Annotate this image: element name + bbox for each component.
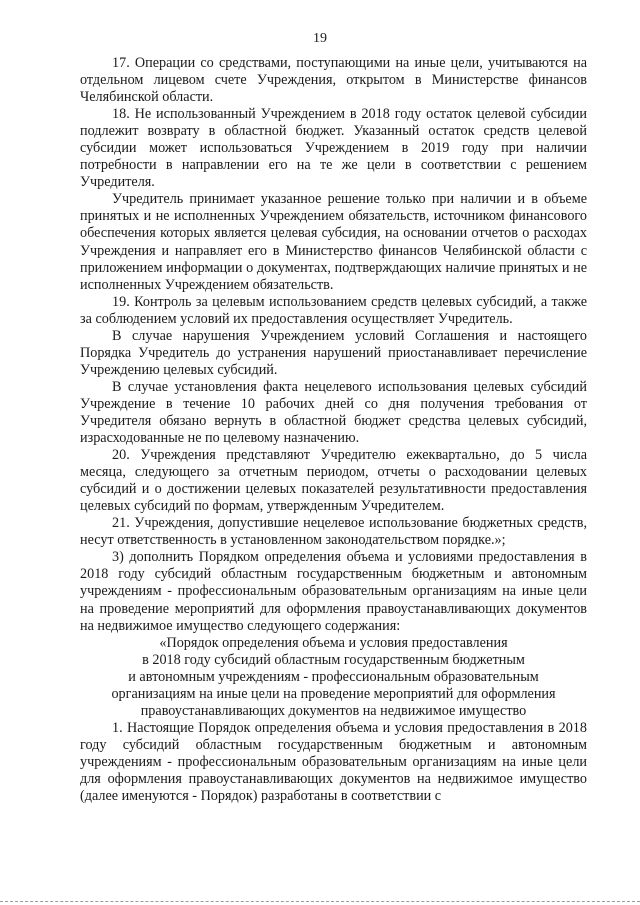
- paragraph-founder-decision: Учредитель принимает указанное решение только при наличии и в объеме принятых и не исполненных Учреждением обязательств, источником финансового обеспечения которых является целевая субсидия, на основании отчетов о расходах Учреждения и направляет его в Министерство финансов Челябинской области с приложением информации о документах, подтверждающих наличие принятых и не исполненных Учреждением обязательств.: [80, 191, 587, 293]
- paragraph-19: 19. Контроль за целевым использованием средств целевых субсидий, а также за соблюдением условий их предоставления осуществляет Учредитель.: [80, 293, 587, 327]
- paragraph-violation: В случае нарушения Учреждением условий Соглашения и настоящего Порядка Учредитель до устранения нарушений приостанавливает перечисление Учреждению целевых субсидий.: [80, 327, 587, 378]
- paragraph-17: 17. Операции со средствами, поступающими на иные цели, учитываются на отдельном лицевом счете Учреждения, открытом в Министерстве финансов Челябинской области.: [80, 55, 587, 106]
- section-heading-line: «Порядок определения объема и условия предоставления: [159, 634, 508, 651]
- paragraph-18: 18. Не использованный Учреждением в 2018 году остаток целевой субсидии подлежит возврату в областной бюджет. Указанный остаток средств целевой субсидии может использоваться Учреждением в 2019 году при наличии потребности в направлении его на те же цели в соответствии с решением Учредителя.: [80, 106, 587, 191]
- section-heading-line: в 2018 году субсидий областным государственным бюджетным: [142, 651, 525, 668]
- paragraph-amendment-3: 3) дополнить Порядком определения объема и условиями предоставления в 2018 году субсидий областным государственным бюджетным и автономным учреждениям - профессиональным образовательным организациям на иные цели на проведение мероприятий для оформления правоустанавливающих документов на недвижимое имущество следующего содержания:: [80, 549, 587, 634]
- document-body: [80, 55, 587, 805]
- page-number: 19: [313, 31, 327, 46]
- paragraph-20: 20. Учреждения представляют Учредителю ежеквартально, до 5 числа месяца, следующего за отчетным периодом, отчеты о расходовании целевых субсидий и о достижении целевых показателей результативности предоставления целевых субсидий по формам, утвержденным Учредителем.: [80, 447, 587, 515]
- section-heading-line: организациям на иные цели на проведение мероприятий для оформления: [111, 685, 556, 702]
- page-bottom-divider: [0, 901, 640, 902]
- section-heading-line: правоустанавливающих документов на недвижимое имущество: [140, 702, 527, 719]
- paragraph-1-procedure: 1. Настоящие Порядок определения объема и условия предоставления в 2018 году субсидий областным государственным бюджетным и автономным учреждениям - профессиональным образовательным организациям на иные цели для оформления правоустанавливающих документов на недвижимое имущество (далее именуются - Порядок) разработаны в соответствии с: [80, 719, 587, 805]
- paragraph-misuse: В случае установления факта нецелевого использования целевых субсидий Учреждение в течение 10 рабочих дней со дня получения требования от Учредителя обязано вернуть в областной бюджет средства целевых субсидий, израсходованные не по целевому назначению.: [80, 378, 587, 447]
- section-heading-line: и автономным учреждениям - профессиональным образовательным: [128, 668, 539, 685]
- paragraph-21: 21. Учреждения, допустившие нецелевое использование бюджетных средств, несут ответственность в установленном законодательством порядке.»;: [80, 515, 587, 549]
